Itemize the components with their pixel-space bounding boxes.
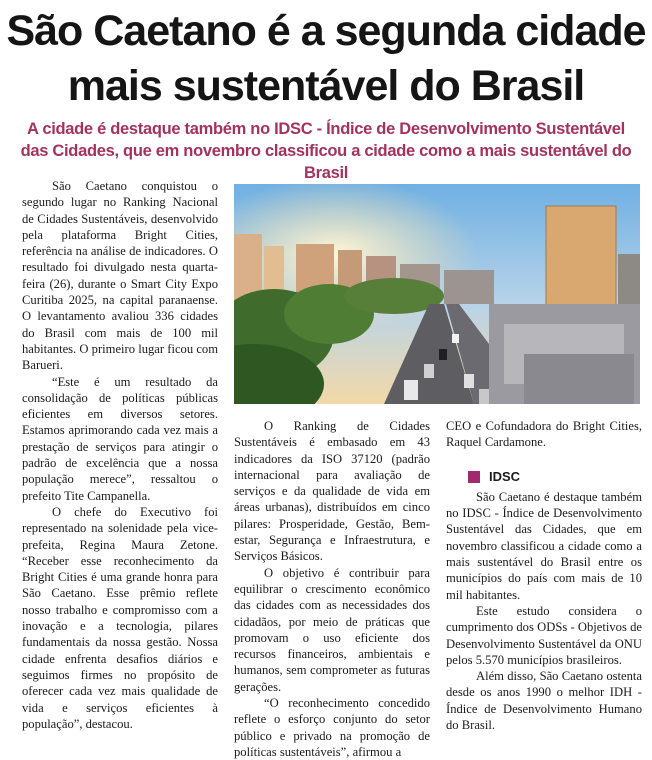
headline [0,4,652,114]
city-avenue-photo [234,184,640,404]
subhead-line-2: das Cidades, que em novembro classificou a cidade como a mais sustentável do Brasil [20,142,632,182]
article-column-2 [234,418,430,760]
paragraph: “Este é um resultado da consolidação de políticas públicas eficientes em diversos setores. Estamos aprimorando cada vez mais a prestação de serviços para atingir o padrão de excelência que a nossa população merece”, ressaltou o prefeito Tite Campanella. [22,374,218,503]
subhead-line-1: A cidade é destaque também no IDSC - Índice de Desenvolvimento Sustentável [27,120,625,138]
paragraph: Além disso, São Caetano ostenta desde os anos 1990 o melhor IDH - Índice de Desenvolvimento Humano do Brasil. [446,669,642,733]
paragraph: Este estudo considera o cumprimento dos ODSs - Objetivos de Desenvolvimento Sustentável da ONU pelos 5.570 municípios brasileiros. [446,603,642,667]
section-label: IDSC [489,468,521,484]
paragraph: São Caetano conquistou o segundo lugar no Ranking Nacional de Cidades Sustentáveis, desenvolvido pela plataforma Bright Cities, referência na análise de indicadores. O resultado foi divulgado nesta quarta-feira (26), durante o Smart City Expo Curitiba 2025, na capital paranaense. O levantamento avaliou 336 cidades do Brasil com mais de 100 mil habitantes. O primeiro lugar ficou com Barueri. [22,179,218,373]
paragraph: “O reconhecimento concedido reflete o esforço conjunto do setor público e privado na promoção de políticas sustentáveis”, afirmou a [234,696,430,759]
section-square-icon [468,471,480,483]
paragraph: CEO e Cofundadora do Bright Cities, Raquel Cardamone. [446,419,642,450]
paragraph: O chefe do Executivo foi representado na solenidade pela vice-prefeita, Regina Maura Zetone. “Receber esse reconhecimento da Bright Cities é uma grande honra para São Caetano. Esse prêmio reflete nosso trabalho e compromisso com a inovação e a tecnologia, pilares fundamentais da nossa gestão. Nossa cidade enfrenta desafios diários e seguimos firmes no propósito de oferecer cada vez mais qualidade de vida e serviços eficientes à população”, destacou. [22,504,218,731]
paragraph: São Caetano é destaque também no IDSC - Índice de Desenvolvimento Sustentável das Cidades, que em novembro classificou a cidade como a mais sustentável do Brasil entre os municípios do país com mais de 10 mil habitantes. [446,489,642,602]
headline-line-2: mais sustentável do Brasil [67,62,585,110]
paragraph: O Ranking de Cidades Sustentáveis é embasado em 43 indicadores da ISO 37120 (padrão internacional para avaliação de serviços e da qualidade de vida em áreas urbanas), distribuídos em cinco pilares: Prosperidade, Gestão, Bem-estar, Segurança e Infraestrutura, e Serviços Básicos. [234,419,430,564]
subheadline [10,118,642,184]
article-column-1 [22,178,218,732]
section-title-idsc [468,469,642,485]
paragraph: O objetivo é contribuir para equilibrar o crescimento econômico das cidades com as necessidades dos cidadãos, por meio de práticas que promovam o uso eficiente dos recursos financeiros, ambientais e humanos, sem comprometer as futuras gerações. [234,565,430,694]
headline-line-1: São Caetano é a segunda cidade [6,7,646,55]
article-column-3 [446,418,642,733]
